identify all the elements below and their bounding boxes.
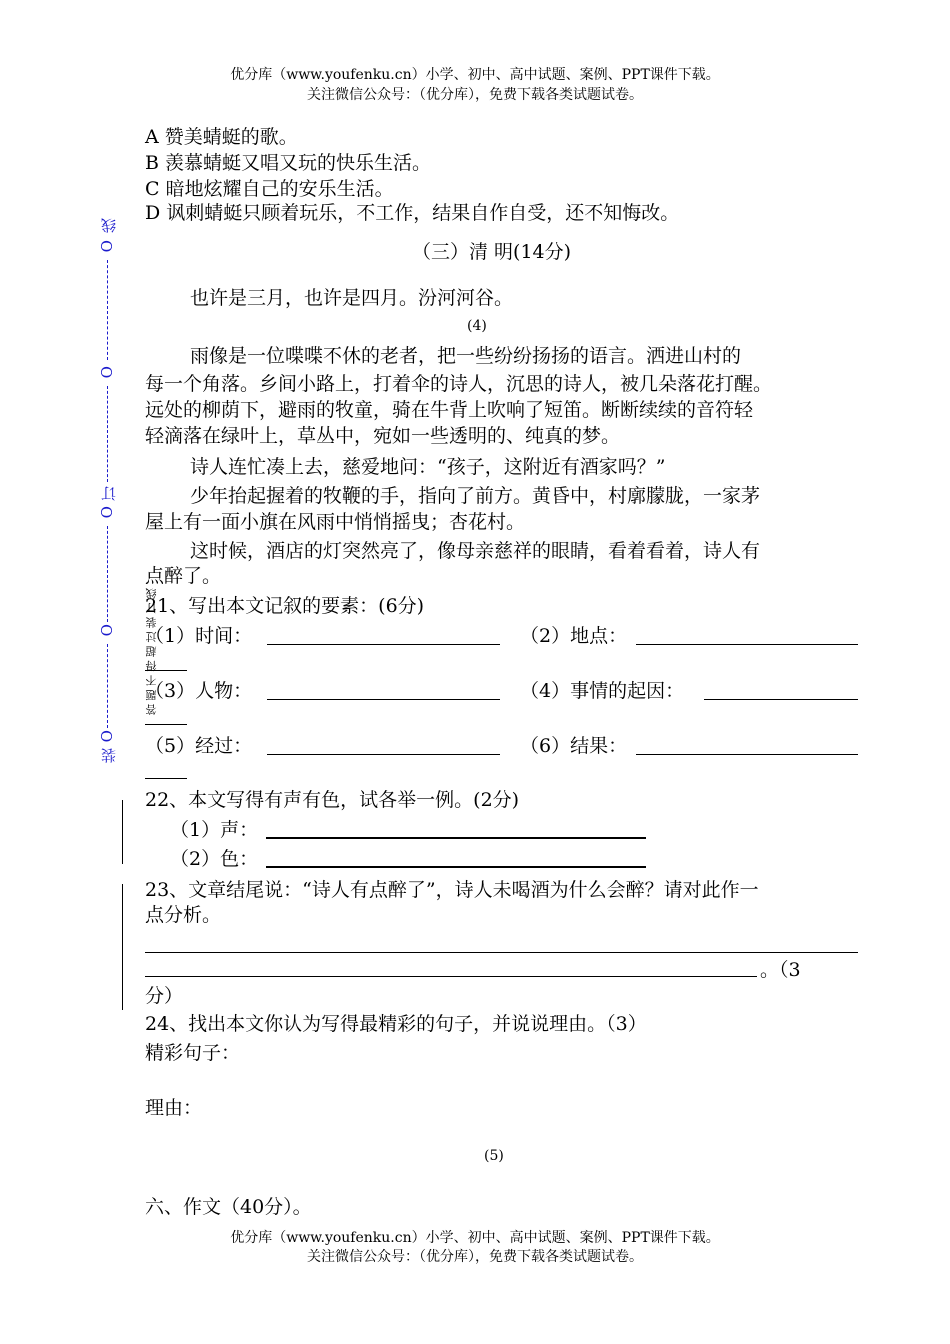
option-d: D 讽刺蜻蜓只顾着玩乐，不工作，结果自作自受，还不知悔改。 (145, 202, 680, 224)
q21-result-blank[interactable] (636, 754, 858, 755)
binding-dash-4 (107, 644, 108, 728)
section-title: （三）清 明(14分) (412, 241, 572, 263)
q23-answer-line-2[interactable] (145, 976, 757, 977)
margin-rule-1 (122, 800, 123, 864)
q21-place-blank-cont (145, 670, 187, 671)
header-line-2: 关注微信公众号：（优分库），免费下载各类试题试卷。 (307, 87, 643, 103)
para1-line3: 远处的柳荫下，避雨的牧童，骑在牛背上吹响了短笛。断断续续的音符轻 (145, 399, 754, 421)
q24-title: 24、找出本文你认为写得最精彩的句子，并说说理由。（3） (145, 1013, 647, 1035)
q23-line2: 点分析。 (145, 904, 222, 926)
q21-people-blank[interactable] (267, 699, 500, 700)
q21-time-label: （1）时间： (145, 625, 253, 647)
binding-line-char: 线 (100, 218, 118, 233)
binding-o-5: O (98, 730, 116, 743)
q21-cause-label: （4）事情的起因： (520, 680, 685, 702)
q21-process-blank[interactable] (267, 754, 500, 755)
option-c: C 暗地炫耀自己的安乐生活。 (145, 178, 394, 200)
opening-line: 也许是三月，也许是四月。汾河河谷。 (190, 287, 514, 309)
binding-dash-2 (107, 386, 108, 482)
para4-line2: 点醉了。 (145, 565, 222, 587)
binding-dash-1 (107, 260, 108, 360)
q22-color-label: （2）色： (170, 848, 259, 870)
para3-line2: 屋上有一面小旗在风雨中悄悄摇曳；杏花村。 (145, 511, 526, 533)
header-line-1: 优分库（www.youfenku.cn）小学、初中、高中试题、案例、PPT课件下载。 (230, 67, 720, 83)
q21-title: 21、写出本文记叙的要素：(6分) (145, 595, 425, 617)
binding-o-3: O (98, 506, 116, 519)
para3-line1: 少年抬起握着的牧鞭的手，指向了前方。黄昏中，村廓朦胧，一家茅 (190, 485, 761, 507)
q23-score-b: 分） (145, 985, 184, 1007)
q22-sound-label: （1）声： (170, 819, 259, 841)
q22-color-blank[interactable] (266, 866, 646, 868)
q21-people-label: （3）人物： (145, 680, 253, 702)
q21-cause-blank[interactable] (704, 699, 858, 700)
footer-line-2: 关注微信公众号：（优分库），免费下载各类试题试卷。 (307, 1249, 643, 1265)
q23-score-a: 。（3 (760, 959, 801, 981)
para4-line1: 这时候，酒店的灯突然亮了，像母亲慈祥的眼睛，看着看着，诗人有 (190, 540, 761, 562)
q24-sentence-label: 精彩句子： (145, 1042, 241, 1064)
q23-line1: 23、文章结尾说：“诗人有点醉了”，诗人未喝酒为什么会醉？请对此作一 (145, 879, 759, 901)
q21-result-blank-cont (145, 778, 187, 779)
margin-rule-2 (122, 884, 123, 1010)
footer-line-1: 优分库（www.youfenku.cn）小学、初中、高中试题、案例、PPT课件下载。 (230, 1230, 720, 1246)
q22-title: 22、本文写得有声有色，试各举一例。(2分) (145, 789, 520, 811)
option-a: A 赞美蜻蜓的歌。 (145, 126, 298, 148)
q21-time-blank[interactable] (267, 644, 500, 645)
page-marker-4: (4) (467, 318, 487, 334)
q23-answer-line-1[interactable] (145, 952, 858, 953)
option-b: B 羡慕蜻蜓又唱又玩的快乐生活。 (145, 152, 432, 174)
para1-line4: 轻滴落在绿叶上，草丛中，宛如一些透明的、纯真的梦。 (145, 425, 621, 447)
para1-line1: 雨像是一位喋喋不休的老者，把一些纷纷扬扬的语言。洒进山村的 (190, 345, 742, 367)
q24-reason-label: 理由： (145, 1097, 203, 1119)
binding-dash-3 (107, 526, 108, 622)
para1-line2: 每一个角落。乡间小路上，打着伞的诗人，沉思的诗人，被几朵落花打醒。 (145, 373, 773, 395)
section6-title: 六、作文（40分）。 (145, 1196, 312, 1218)
binding-o-4: O (98, 624, 116, 637)
binding-o-1: O (98, 240, 116, 253)
q21-process-label: （5）经过： (145, 735, 253, 757)
binding-margin (98, 218, 118, 768)
q21-place-label: （2）地点： (520, 625, 628, 647)
binding-zhuang-char: 装 (100, 748, 118, 763)
para2: 诗人连忙凑上去，慈爱地问：“孩子，这附近有酒家吗？” (190, 456, 666, 478)
q21-result-label: （6）结果： (520, 735, 628, 757)
page-marker-5: (5) (484, 1148, 504, 1164)
q21-place-blank[interactable] (636, 644, 858, 645)
binding-o-2: O (98, 366, 116, 379)
inner-warning: 答 题 不 得 超 过 装 订 线 (145, 588, 158, 715)
binding-ding-char: 订 (100, 486, 118, 501)
q22-sound-blank[interactable] (266, 837, 646, 839)
q21-cause-blank-cont (145, 724, 187, 725)
